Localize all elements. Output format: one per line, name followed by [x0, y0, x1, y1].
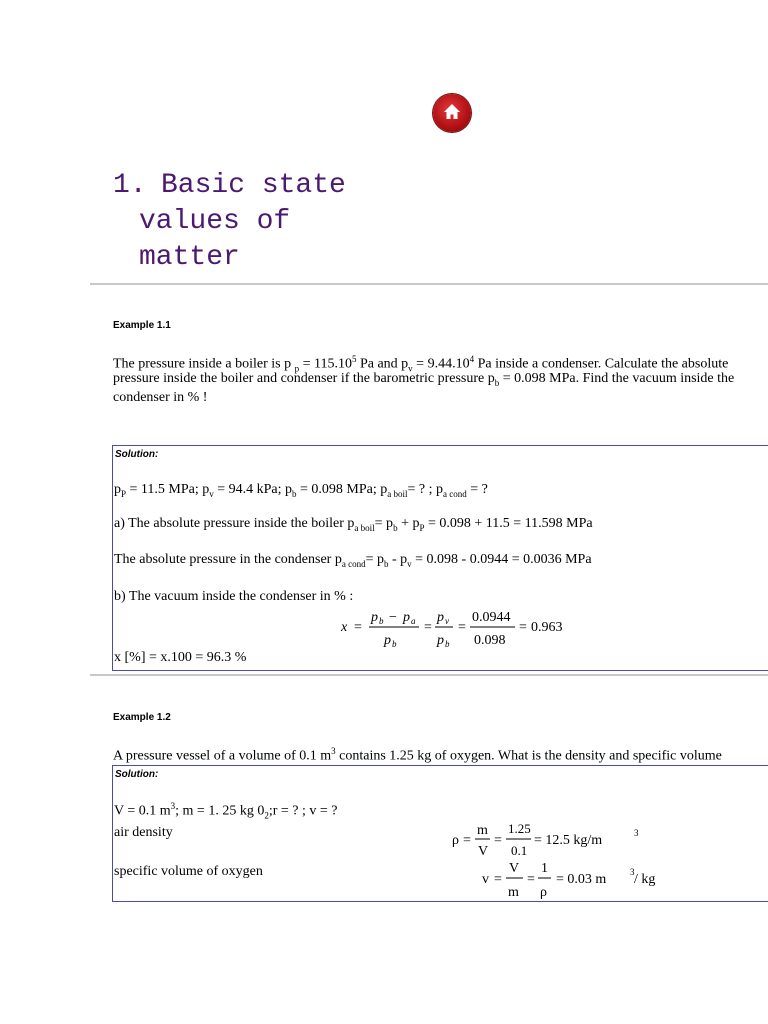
svg-text:ρ: ρ [540, 885, 547, 900]
home-button[interactable] [433, 94, 471, 132]
svg-text:a: a [411, 616, 416, 626]
svg-text:p: p [403, 610, 410, 625]
divider [90, 674, 768, 676]
svg-text:p: p [371, 610, 378, 625]
home-icon [442, 102, 462, 122]
example-1-1-label: Example 1.1 [113, 320, 171, 331]
air-density-label: air density [114, 825, 173, 840]
svg-text:b: b [392, 639, 397, 648]
svg-text:=: = [354, 620, 362, 635]
svg-text:1.25: 1.25 [508, 821, 531, 836]
svg-text:0.963: 0.963 [531, 620, 563, 635]
svg-text:ρ: ρ [452, 833, 459, 848]
density-formula [450, 818, 650, 858]
svg-text:=: = [458, 620, 466, 635]
solution-label-2: Solution: [115, 769, 159, 780]
svg-text:b: b [445, 639, 450, 648]
svg-text:=: = [494, 833, 502, 848]
title-line-3: matter [139, 242, 240, 273]
svg-text:=: = [527, 872, 535, 887]
svg-text:1: 1 [541, 861, 548, 876]
svg-text:m: m [508, 885, 519, 900]
svg-text:3: 3 [634, 828, 639, 838]
svg-text:v: v [445, 616, 449, 626]
example-1-1-text-line-1: The pressure inside a boiler is p $_p = 115.10^5$ Pa and $p_v = 9.44.10^4$ Pa inside a condenser. Calculate the absolute [113, 354, 729, 374]
svg-text:−: − [389, 610, 397, 625]
example-1-2-text: A pressure vessel of a volume of 0.1 $m^3$ contains 1.25 kg of oxygen. What is the density and specific volume [113, 746, 722, 764]
svg-text:V: V [478, 844, 489, 858]
svg-text:=: = [424, 620, 432, 635]
svg-text:b: b [379, 616, 384, 626]
given-values-1: $p_P = 11.5$ MPa; $p_v = 94.4$ kPa; $p_b = 0.098$ MPa; $p_{a boil}=$ ? ; $p_{a cond}$ = ? [114, 482, 488, 499]
svg-text:0.098: 0.098 [474, 633, 506, 648]
svg-text:= 0.03 m: = 0.03 m [556, 872, 607, 887]
svg-text:V: V [509, 861, 520, 876]
svg-text:0.0944: 0.0944 [472, 610, 511, 625]
svg-text:p: p [437, 610, 444, 625]
specific-volume-label: specific volume of oxygen [114, 864, 263, 879]
svg-text:=: = [494, 872, 502, 887]
svg-text:x: x [341, 620, 348, 635]
svg-text:v: v [482, 872, 489, 887]
svg-text:=: = [463, 833, 471, 848]
svg-text:p: p [437, 633, 444, 648]
svg-text:3: 3 [630, 867, 635, 877]
vacuum-percent-result: x [%] = x.100 = 96.3 % [114, 650, 247, 665]
svg-text:=: = [519, 620, 527, 635]
given-values-2: V = 0.1 $m^3$; m = 1. 25 kg $0_2;r$ = ? ; v = ? [114, 801, 338, 821]
example-1-2-label: Example 1.2 [113, 712, 171, 723]
example-1-1-text-line-2: pressure inside the boiler and condenser if the barometric pressure $p_b = 0.098$ MPa. Find the vacuum inside the [113, 371, 735, 388]
vacuum-line: b) The vacuum inside the condenser in % : [114, 589, 354, 604]
example-1-1-text-line-3: condenser in % ! [113, 390, 208, 405]
condenser-pressure-line: The absolute pressure in the condenser $p_{a cond}= p_b - p_v = 0.098 - 0.0944 = 0.0036$ MPa [114, 552, 592, 569]
specific-volume-formula [480, 856, 670, 900]
svg-text:0.1: 0.1 [511, 843, 528, 858]
page-title [113, 168, 346, 276]
divider [90, 283, 768, 285]
vacuum-formula [335, 606, 570, 648]
svg-text:/ kg: / kg [634, 872, 656, 887]
title-line-2: values of [139, 206, 291, 237]
solution-label-1: Solution: [115, 449, 159, 460]
svg-text:m: m [477, 823, 488, 838]
title-line-1: Basic state [161, 170, 346, 201]
svg-text:= 12.5 kg/m: = 12.5 kg/m [534, 833, 603, 848]
chapter-number: 1. [113, 170, 147, 201]
svg-text:p: p [384, 633, 391, 648]
boiler-pressure-line: a) The absolute pressure inside the boiler $p_{a boil}= p_b + p_P = 0.098 + 11.5 = 11.598$ MPa [114, 516, 593, 533]
